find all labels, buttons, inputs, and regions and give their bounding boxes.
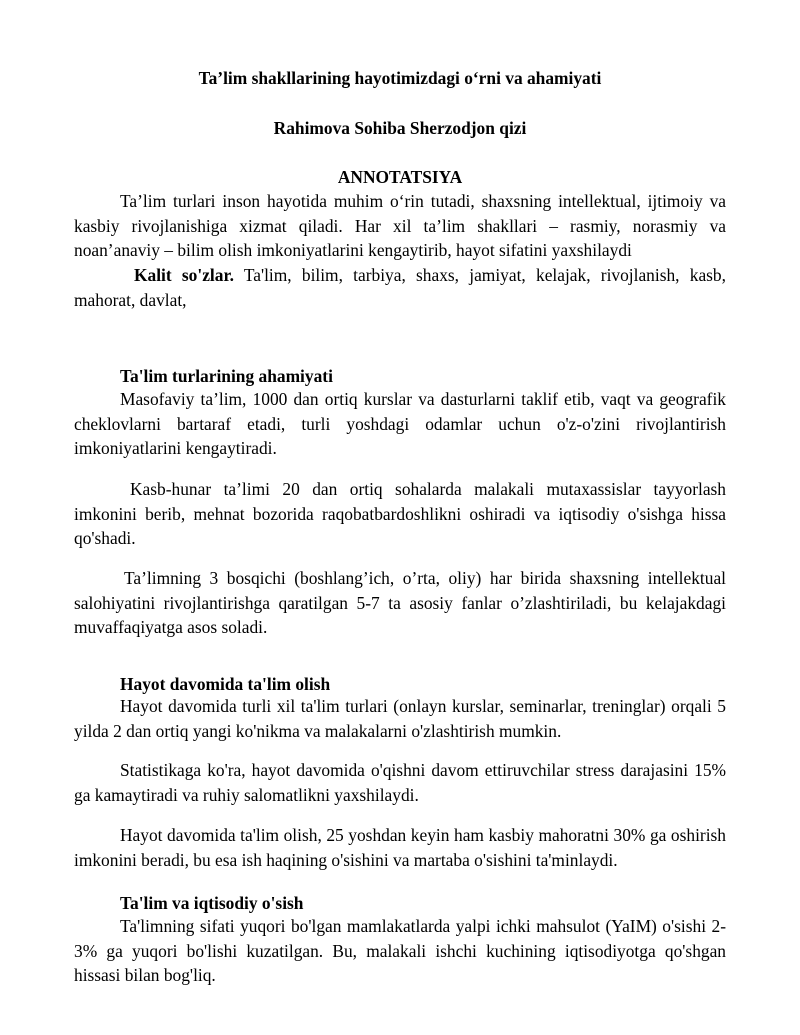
section-heading-3: Ta'lim va iqtisodiy o'sish <box>120 893 304 913</box>
annotation-heading: ANNOTATSIYA <box>337 167 463 187</box>
section-2-paragraph-2: Statistikaga ko'ra, hayot davomida o'qishni davom ettiruvchilar stress darajasini 15% ga kamaytiradi va ruhiy salomatlikni yaxshilaydi. <box>74 760 726 805</box>
section-2-paragraph-1: Hayot davomida turli xil ta'lim turlari (onlayn kurslar, seminarlar, treninglar) orqali 5 yilda 2 dan ortiq yangi ko'nikma va malakalarni o'zlashtirish mumkin. <box>74 696 726 741</box>
keywords-label: Kalit so'zlar. <box>134 265 234 285</box>
section-heading-2: Hayot davomida ta'lim olish <box>120 674 331 694</box>
keywords-paragraph <box>74 263 726 312</box>
section-1-paragraph-3: Ta’limning 3 bosqichi (boshlang’ich, o’rta, oliy) har birida shaxsning intellektual salohiyatini rivojlantirishga qaratilgan 5-7 ta asosiy fanlar o’zlashtiriladi, bu kelajakdagi muvaffaqiyatga asos soladi. <box>74 568 726 637</box>
section-3-paragraph-1: Ta'limning sifati yuqori bo'lgan mamlakatlarda yalpi ichki mahsulot (YaIM) o'sishi 2-3% ga yuqori bo'lishi kuzatilgan. Bu, malakali ishchi kuchining iqtisodiyotga qo'shgan hissasi bilan bog'liq. <box>74 916 726 985</box>
section-1-paragraph-2: Kasb-hunar ta’limi 20 dan ortiq sohalarda malakali mutaxassislar tayyorlash imkonini berib, mehnat bozorida raqobatbardoshlikni oshiradi va iqtisodiy o'sishga hissa qo'shadi. <box>74 479 726 548</box>
keywords-list: Ta'lim, bilim, tarbiya, shaxs, jamiyat, kelajak, rivojlanish, kasb, mahorat, davlat, <box>74 265 726 310</box>
document-title: Ta’lim shakllarining hayotimizdagi o‘rni va ahamiyati <box>198 68 602 88</box>
section-heading-1: Ta'lim turlarining ahamiyati <box>120 366 333 386</box>
section-2-paragraph-3: Hayot davomida ta'lim olish, 25 yoshdan keyin ham kasbiy mahoratni 30% ga oshirish imkonini beradi, bu esa ish haqining o'sishini va martaba o'sishini ta'minlaydi. <box>74 825 726 870</box>
annotation-paragraph: Ta’lim turlari inson hayotida muhim o‘rin tutadi, shaxsning intellektual, ijtimoiy va kasbiy rivojlanishiga xizmat qiladi. Har xil ta’lim shakllari – rasmiy, norasmiy va noan’anaviy – bilim olish imkoniyatlarini kengaytirib, hayot sifatini yaxshilaydi <box>74 191 726 260</box>
section-1-paragraph-1: Masofaviy ta’lim, 1000 dan ortiq kurslar va dasturlarni taklif etib, vaqt va geografik cheklovlarni bartaraf etadi, turli yoshdagi odamlar uchun o'z-o'zini rivojlantirish imkoniyatlarini kengaytiradi. <box>74 389 726 458</box>
author-name: Rahimova Sohiba Sherzodjon qizi <box>273 118 527 138</box>
